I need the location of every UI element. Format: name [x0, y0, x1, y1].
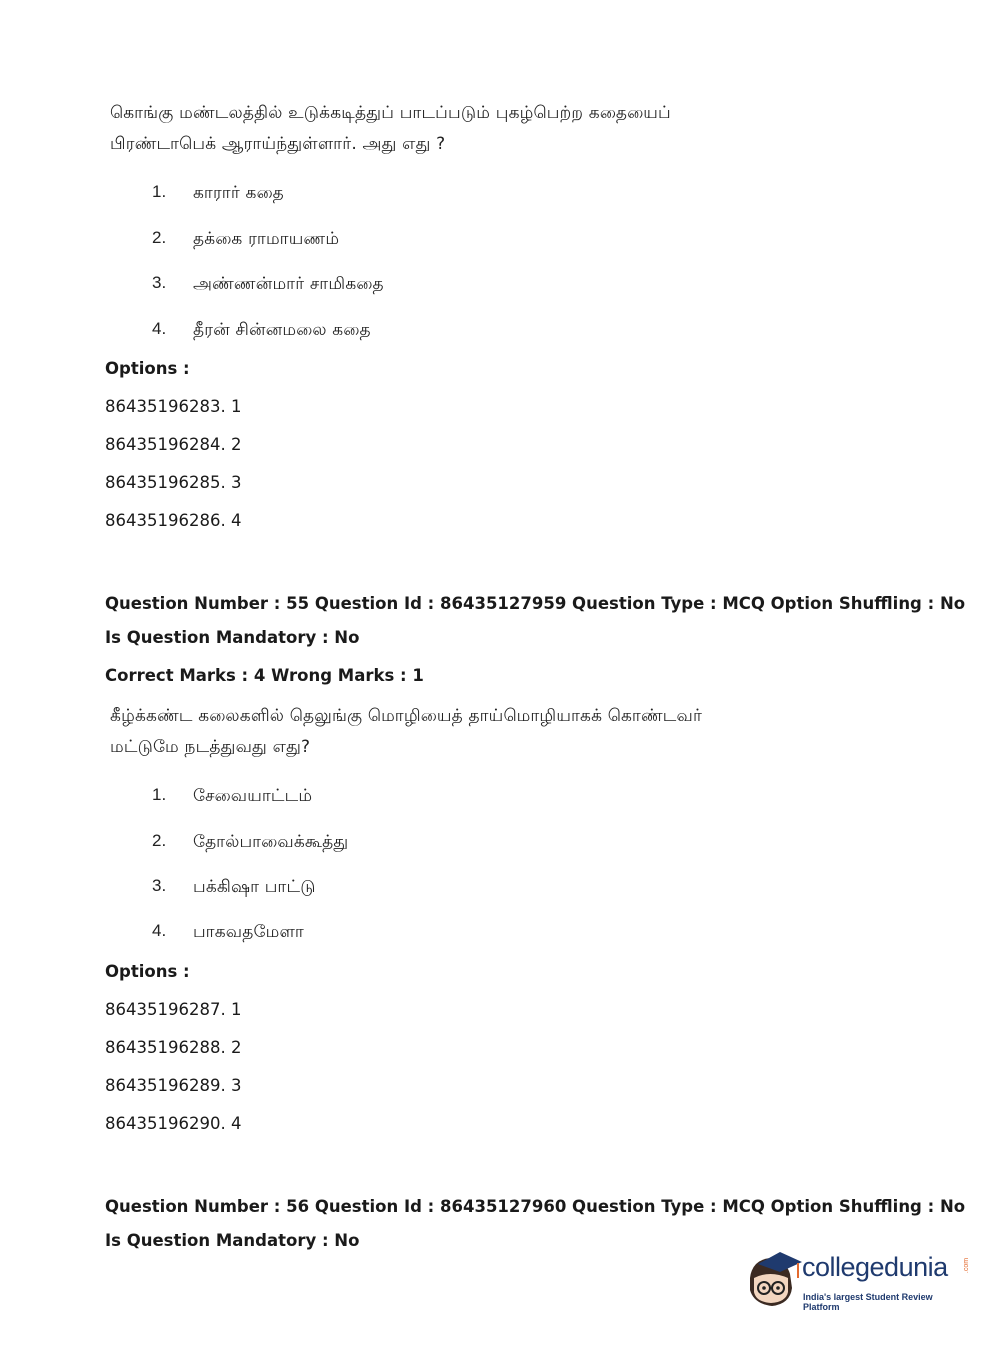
choice-number: 3.	[152, 273, 167, 292]
logo-tagline: India's largest Student Review Platform	[803, 1292, 933, 1312]
choice-text: பாகவதமேளா	[193, 922, 304, 942]
mascot-icon	[740, 1248, 802, 1312]
question-text-line: பிரண்டாபெக் ஆராய்ந்துள்ளார். அது எது ?	[110, 134, 446, 154]
option-id: 86435196283. 1	[105, 397, 242, 416]
choice-text: தோல்பாவைக்கூத்து	[193, 832, 349, 852]
choice-number: 4.	[152, 319, 167, 338]
choice-text: தக்கை ராமாயணம்	[193, 229, 340, 249]
question-marks: Correct Marks : 4 Wrong Marks : 1	[105, 666, 424, 685]
question-text-line: கீழ்க்கண்ட கலைகளில் தெலுங்கு மொழியைத் தாய்மொழியாகக் கொண்டவர்	[110, 706, 703, 726]
choice-number: 2.	[152, 831, 167, 850]
choice-text: அண்ணன்மார் சாமிகதை	[193, 274, 384, 294]
question-mandatory: Is Question Mandatory : No	[105, 628, 360, 647]
option-id: 86435196285. 3	[105, 473, 242, 492]
question-header: Question Number : 56 Question Id : 86435127960 Question Type : MCQ Option Shuffling : No	[105, 1197, 966, 1216]
option-id: 86435196287. 1	[105, 1000, 242, 1019]
option-id: 86435196290. 4	[105, 1114, 242, 1133]
choice-text: காரார் கதை	[193, 183, 284, 203]
choice-number: 1.	[152, 785, 167, 804]
logo-suffix: .com	[963, 1257, 971, 1274]
choice-text: தீரன் சின்னமலை கதை	[193, 320, 371, 340]
choice-number: 4.	[152, 921, 167, 940]
collegedunia-logo	[740, 1248, 970, 1312]
option-id: 86435196286. 4	[105, 511, 242, 530]
question-mandatory: Is Question Mandatory : No	[105, 1231, 360, 1250]
logo-wordmark: collegedunia	[802, 1252, 948, 1282]
question-header: Question Number : 55 Question Id : 86435127959 Question Type : MCQ Option Shuffling : No	[105, 594, 966, 613]
options-label: Options :	[105, 359, 190, 378]
choice-text: பக்கிஷா பாட்டு	[193, 877, 316, 897]
option-id: 86435196289. 3	[105, 1076, 242, 1095]
options-label: Options :	[105, 962, 190, 981]
question-text-line: மட்டுமே நடத்துவது எது?	[110, 737, 311, 757]
option-id: 86435196288. 2	[105, 1038, 242, 1057]
choice-number: 2.	[152, 228, 167, 247]
option-id: 86435196284. 2	[105, 435, 242, 454]
choice-text: சேவையாட்டம்	[193, 786, 313, 806]
choice-number: 1.	[152, 182, 167, 201]
choice-number: 3.	[152, 876, 167, 895]
question-text-line: கொங்கு மண்டலத்தில் உடுக்கடித்துப் பாடப்படும் புகழ்பெற்ற கதையைப்	[110, 103, 671, 123]
